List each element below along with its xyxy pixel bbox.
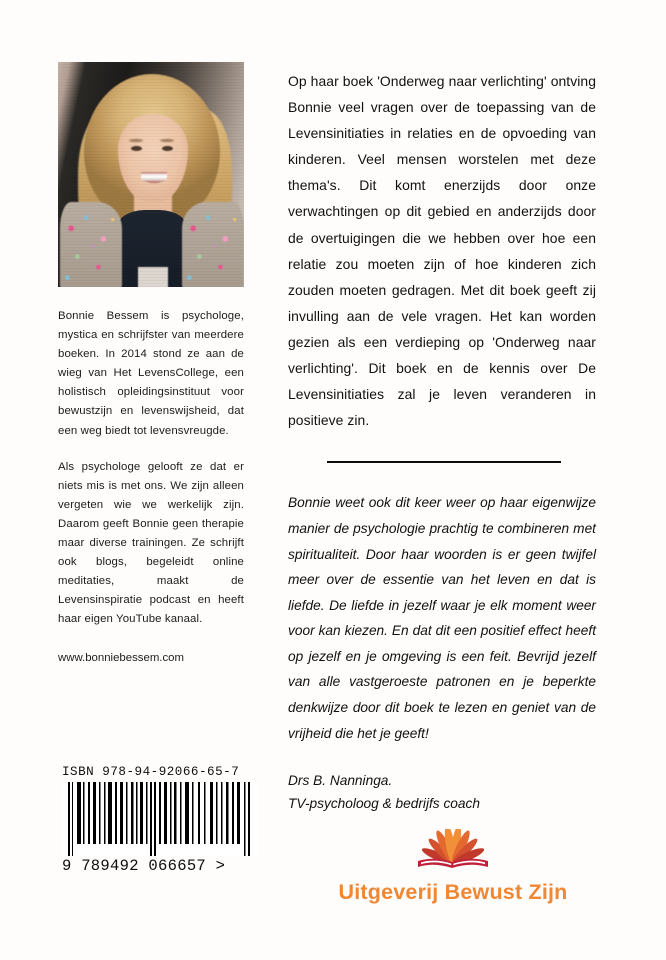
endorsement-text: Bonnie weet ook dit keer weer op haar eigenwijze manier de psychologie prachtig te combineren met spiritualiteit. Door haar woorden is er geen twijfel meer over de essentie van het leven en dat is liefde. De liefde in jezelf waar je elk moment weer voor kan kiezen. En dat dit een positief effect heeft op jezelf en je omgeving is een feit. Bevrijd jezelf van alle vastgeroeste patronen en je beperkte denkwijze door dit boek te lezen en geniet van de vrijheid die het je geeft! xyxy=(288,495,596,741)
photo-eyebrow-left xyxy=(129,139,143,142)
endorsement-attribution xyxy=(288,770,596,815)
attribution-title: TV-psycholoog & bedrijfs coach xyxy=(288,795,480,811)
publisher-name: Uitgeverij Bewust Zijn xyxy=(338,880,568,904)
isbn-block xyxy=(62,765,258,875)
isbn-number: ISBN 978-94-92066-65-7 xyxy=(62,765,240,779)
left-column xyxy=(58,62,244,668)
ean13-barcode xyxy=(62,782,258,856)
attribution-name: Drs B. Nanninga. xyxy=(288,773,393,789)
author-website[interactable]: www.bonniebessem.com xyxy=(58,651,184,664)
bio-paragraph-1: Bonnie Bessem is psychologe, mystica en schrijfster van meerdere boeken. In 2014 stond ze aan de wieg van Het LevensCollege, een holistisch opleidingsinstituut voor bewustzijn en levenswijsheid, dat een weg biedt tot levensvreugde. xyxy=(58,310,244,437)
photo-eyebrow-right xyxy=(160,139,174,142)
publisher-block xyxy=(338,829,568,905)
blurb-text: Op haar boek 'Onderweg naar verlichting' ontving Bonnie veel vragen over de toepassing van de Levensinitiaties in relaties en de opvoeding van kinderen. Veel mensen worstelen met deze thema's. Dit komt enerzijds door onze verwachtingen op dit gebied en anderzijds door de overtuigingen die we hebben over hoe een relatie zou moeten zijn of hoe kinderen zich zouden moeten gedragen. Met dit boek geeft zij invulling aan de vele vragen. Het kan worden gezien als een verdieping op 'Onderweg naar verlichting'. Dit boek en de kennis over De Levensinitiaties zal je leven veranderen in positieve zin. xyxy=(288,73,596,429)
author-photo xyxy=(58,62,244,287)
photo-eye-left xyxy=(131,146,142,151)
photo-eye-right xyxy=(162,146,173,151)
barcode-digits: 9 789492 066657 > xyxy=(62,857,226,875)
right-column xyxy=(288,68,596,815)
bio-paragraph-2: Als psychologe gelooft ze dat er niets mis is met ons. We zijn alleen vergeten wie we werkelijk zijn. Daarom geeft Bonnie geen therapie maar diverse trainingen. Ze schrijft ook blogs, begeleidt online meditaties, maakt de Levensinspiratie podcast en heeft haar eigen YouTube kanaal. xyxy=(58,460,244,626)
publisher-logo-icon xyxy=(416,829,490,873)
photo-face xyxy=(118,114,188,202)
photo-floral-jacket-right xyxy=(182,202,244,287)
section-divider xyxy=(327,461,561,463)
photo-smile xyxy=(141,172,167,183)
photo-inner-top xyxy=(138,267,168,287)
photo-floral-jacket-left xyxy=(60,202,122,287)
